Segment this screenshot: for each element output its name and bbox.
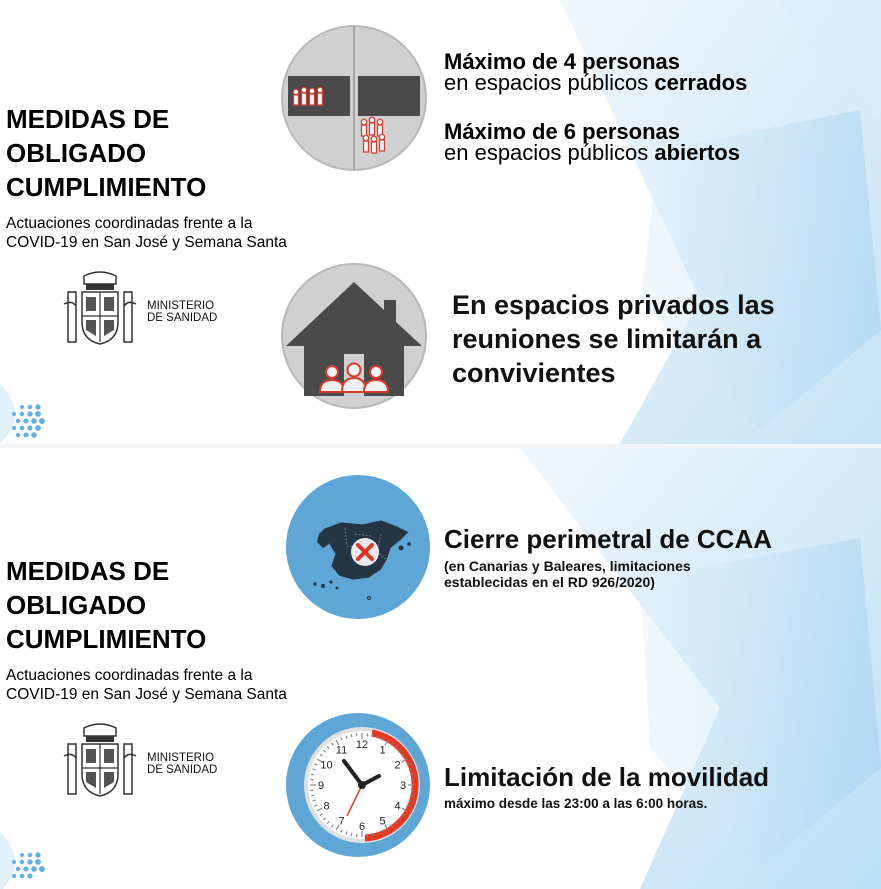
spain-map-icon <box>285 474 431 620</box>
top-panel <box>0 0 881 444</box>
subheading-line: COVID-19 en San José y Semana Santa <box>6 686 287 703</box>
measure-ccaa-note-line: (en Canarias y Baleares, limitaciones <box>444 558 691 574</box>
clock-numeral: 5 <box>379 815 386 828</box>
heading-line: CUMPLIMIENTO <box>6 172 207 202</box>
measure-mobility-title: Limitación de la movilidad <box>444 762 770 792</box>
clock-tick <box>311 795 314 796</box>
clock-numeral: 7 <box>338 815 345 828</box>
coat-of-arms-icon <box>62 270 138 348</box>
clock-numeral: 9 <box>317 780 325 792</box>
ministry-logo <box>62 722 262 802</box>
subheading-line: Actuaciones coordinadas frente a la <box>6 667 253 684</box>
ministry-name <box>147 300 217 324</box>
heading-line: MEDIDAS DE <box>6 104 170 134</box>
measure-detail-prefix: en espacios públicos <box>444 140 655 165</box>
ministry-logo <box>62 270 262 350</box>
measure-open <box>444 119 740 165</box>
measure-private <box>452 288 775 390</box>
clock-numeral: 1 <box>379 744 386 757</box>
clock-tick <box>410 795 413 796</box>
page-heading <box>6 554 206 656</box>
ministry-name-line: MINISTERIO <box>147 752 215 764</box>
clock-tick <box>372 833 373 836</box>
heading-line: OBLIGADO <box>6 138 147 168</box>
clock-numeral: 2 <box>394 759 401 772</box>
measure-title: Máximo de 6 personas <box>444 119 680 144</box>
heading-line: MEDIDAS DE <box>6 556 170 586</box>
measure-private-line: convivientes <box>452 358 616 388</box>
measure-detail-prefix: en espacios públicos <box>444 70 655 95</box>
ministry-name-line: DE SANIDAD <box>147 764 218 776</box>
measure-ccaa-title: Cierre perimetral de CCAA <box>444 524 772 554</box>
subheading-line: Actuaciones coordinadas frente a la <box>6 215 253 232</box>
bottom-panel <box>0 448 881 889</box>
clock-numeral: 10 <box>320 759 333 772</box>
clock-tick <box>410 774 413 775</box>
measure-mobility-note: máximo desde las 23:00 a las 6:00 horas. <box>444 796 708 811</box>
page-heading <box>6 102 206 204</box>
ministry-name-line: MINISTERIO <box>147 300 215 312</box>
clock-tick <box>351 833 352 836</box>
clock-numeral: 12 <box>355 739 369 751</box>
people-rooms-icon <box>280 24 428 172</box>
heading-line: OBLIGADO <box>6 590 147 620</box>
measure-private-line: reuniones se limitarán a <box>452 324 762 354</box>
measure-ccaa-note-line: establecidas en el RD 926/2020) <box>444 574 655 590</box>
clock-tick <box>351 734 352 737</box>
clock-tick <box>311 774 314 775</box>
clock-numeral: 3 <box>399 780 407 792</box>
dots-decoration <box>0 384 60 444</box>
measure-detail-emphasis: abiertos <box>654 140 740 165</box>
measure-closed <box>444 49 748 95</box>
subheading <box>6 666 326 704</box>
house-icon <box>280 262 428 410</box>
clock-numeral: 4 <box>394 800 401 813</box>
dots-decoration <box>0 832 60 889</box>
measure-detail <box>444 142 740 164</box>
measure-private-line: En espacios privados las <box>452 290 775 320</box>
ministry-name-line: DE SANIDAD <box>147 312 218 324</box>
measure-detail-emphasis: cerrados <box>654 70 748 95</box>
ministry-name <box>147 752 217 776</box>
measure-title: Máximo de 4 personas <box>444 49 680 74</box>
subheading <box>6 214 326 252</box>
measure-ccaa-note <box>444 558 691 590</box>
clock-icon <box>285 712 431 858</box>
heading-line: CUMPLIMIENTO <box>6 624 207 654</box>
subheading-line: COVID-19 en San José y Semana Santa <box>6 234 287 251</box>
clock-numeral: 6 <box>358 821 366 833</box>
clock-tick <box>372 734 373 737</box>
coat-of-arms-icon <box>62 722 138 800</box>
measure-detail <box>444 72 747 94</box>
clock-numeral: 8 <box>323 800 330 813</box>
clock-numeral: 11 <box>335 744 348 757</box>
